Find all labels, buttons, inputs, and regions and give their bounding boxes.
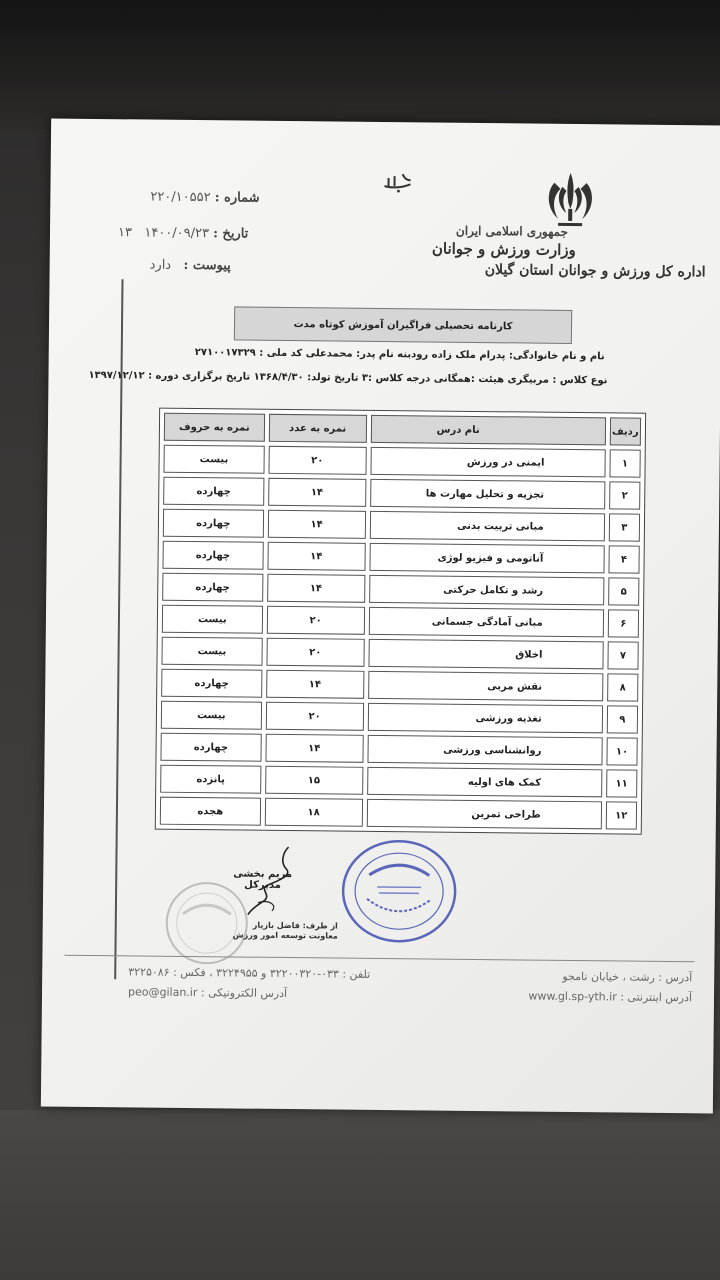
footer-email: آدرس الکترونیکی : peo@gilan.ir <box>127 985 288 1001</box>
course-name-cell: روانشناسی ورزشی <box>367 735 602 765</box>
score-words-cell: بیست <box>163 445 264 474</box>
iran-emblem-icon <box>540 169 601 232</box>
course-name-cell: اخلاق <box>368 639 603 669</box>
table-row <box>163 509 640 542</box>
photo-background-bottom <box>0 1110 720 1280</box>
score-number-cell: ۲۰ <box>266 638 364 667</box>
grades-table <box>155 408 646 835</box>
score-words-cell: چهارده <box>161 669 262 698</box>
score-words-cell: پانزده <box>160 765 261 794</box>
header-score: نمره به عدد <box>269 414 367 443</box>
signatory <box>233 868 292 891</box>
score-words-cell: بیست <box>161 637 262 666</box>
row-number-cell: ۱۱ <box>606 769 637 797</box>
header-score-words: نمره به حروف <box>164 413 265 442</box>
table-header-row <box>164 413 641 446</box>
score-number-cell: ۱۴ <box>266 670 364 699</box>
score-words-cell: چهارده <box>163 477 264 506</box>
course-name-cell: مبانی تربیت بدنی <box>369 511 604 541</box>
score-number-cell: ۱۴ <box>268 510 366 539</box>
course-name-cell: تغذیه ورزشی <box>367 703 602 733</box>
course-name-cell: کمک های اولیه <box>367 767 602 797</box>
signatory-role: مدیرکل <box>244 879 281 891</box>
course-name-cell: رشد و تکامل حرکتی <box>369 575 604 605</box>
attachment-label: پیوست : <box>183 257 231 274</box>
course-name-cell: آناتومی و فیزیو لوژی <box>369 543 604 573</box>
signatory-delegate <box>233 920 338 941</box>
footer-phone: تلفن : ۰۳۳-۳۲۲۰۰۳۲۰ و ۳۲۲۴۹۵۵ ، فکس : ۳۲۲۵۰۸۶ <box>128 965 371 981</box>
score-words-cell: چهارده <box>160 733 261 762</box>
row-number-cell: ۶ <box>608 609 639 637</box>
table-row <box>162 605 639 638</box>
date-extra: ۱۳ <box>117 225 133 241</box>
score-number-cell: ۱۵ <box>265 766 363 795</box>
attachment-value: دارد <box>149 257 172 273</box>
score-words-cell: چهارده <box>162 573 263 602</box>
score-number-cell: ۱۴ <box>265 734 363 763</box>
table-row <box>163 477 640 510</box>
table-row <box>162 541 639 574</box>
row-number-cell: ۷ <box>607 641 638 669</box>
score-number-cell: ۲۰ <box>266 702 364 731</box>
score-words-cell: هجده <box>160 797 261 826</box>
row-number-cell: ۵ <box>608 577 639 605</box>
official-stamp-icon <box>339 837 460 946</box>
footer-address: آدرس : رشت ، خیابان نامجو <box>562 969 693 985</box>
ministry-line-2: وزارت ورزش و جوانان <box>431 239 576 260</box>
number-label: شماره : <box>214 190 260 206</box>
number-value: ۲۲۰/۱۰۵۵۲ <box>150 189 211 206</box>
header-course: نام درس <box>370 415 605 445</box>
table-row <box>161 701 638 734</box>
letter-number <box>150 190 259 206</box>
ministry-line-1: جمهوری اسلامی ایران <box>455 223 569 239</box>
delegate-line-2: معاونت توسعه امور ورزش <box>232 930 338 941</box>
footer-divider <box>64 955 694 963</box>
class-info-line: نوع کلاس : مربیگری هیئت :همگانی درجه کلاس :۳ تاریخ تولد: ۱۳۶۸/۴/۳۰ تاریخ برگزاری دوره : ۱۳۹۷/۱۲/۱۲ <box>88 369 608 387</box>
course-name-cell: تجزیه و تحلیل مهارت ها <box>370 479 605 509</box>
score-words-cell: چهارده <box>163 509 264 538</box>
row-number-cell: ۸ <box>607 673 638 701</box>
table-row <box>162 573 639 606</box>
table-row <box>161 669 638 702</box>
score-words-cell: چهارده <box>162 541 263 570</box>
course-name-cell: مبانی آمادگی جسمانی <box>368 607 603 637</box>
score-number-cell: ۱۴ <box>267 542 365 571</box>
score-number-cell: ۱۸ <box>264 798 362 827</box>
table-row <box>161 637 638 670</box>
row-number-cell: ۱۲ <box>606 801 637 829</box>
row-number-cell: ۹ <box>607 705 638 733</box>
score-number-cell: ۱۴ <box>268 478 366 507</box>
table-row <box>160 797 637 830</box>
score-number-cell: ۱۴ <box>267 574 365 603</box>
score-words-cell: بیست <box>161 701 262 730</box>
footer-website: آدرس اینترنتی : www.gl.sp-yth.ir <box>528 989 693 1005</box>
row-number-cell: ۱ <box>609 449 640 477</box>
score-number-cell: ۲۰ <box>268 446 366 475</box>
course-name-cell: نقش مربی <box>368 671 603 701</box>
score-number-cell: ۲۰ <box>267 606 365 635</box>
row-number-cell: ۱۰ <box>606 737 637 765</box>
course-name-cell: ایمنی در ورزش <box>370 447 605 477</box>
date-value: ۱۴۰۰/۰۹/۲۳ <box>144 225 210 242</box>
header-row-number: ردیف <box>610 417 641 445</box>
letter-attachment <box>150 258 231 274</box>
score-words-cell: بیست <box>162 605 263 634</box>
photo-background-top <box>0 0 720 130</box>
row-number-cell: ۴ <box>608 545 639 573</box>
signatory-name: مریم بخشی <box>233 868 293 881</box>
date-label: تاریخ : <box>213 226 249 242</box>
row-number-cell: ۳ <box>609 513 640 541</box>
margin-line <box>114 279 123 979</box>
table-row <box>160 765 637 798</box>
table-row <box>163 445 640 478</box>
document-title: کارنامه تحصیلی فراگیران آموزش کوتاه مدت <box>234 306 572 344</box>
document-sheet <box>41 119 720 1114</box>
course-name-cell: طراحی تمرین <box>366 799 601 829</box>
ministry-line-3: اداره کل ورزش و جوانان استان گیلان <box>484 262 706 281</box>
table-row <box>160 733 637 766</box>
student-info-line: نام و نام خانوادگی: پدرام ملک زاده رودبنه نام پدر: محمدعلی کد ملی : ۲۷۱۰۰۱۷۳۲۹ <box>194 347 605 363</box>
letter-date <box>118 225 248 241</box>
row-number-cell: ۲ <box>609 481 640 509</box>
bismillah-calligraphy-icon <box>380 170 416 194</box>
delegate-line-1: از طرف: فاضل بازیار <box>252 920 338 931</box>
